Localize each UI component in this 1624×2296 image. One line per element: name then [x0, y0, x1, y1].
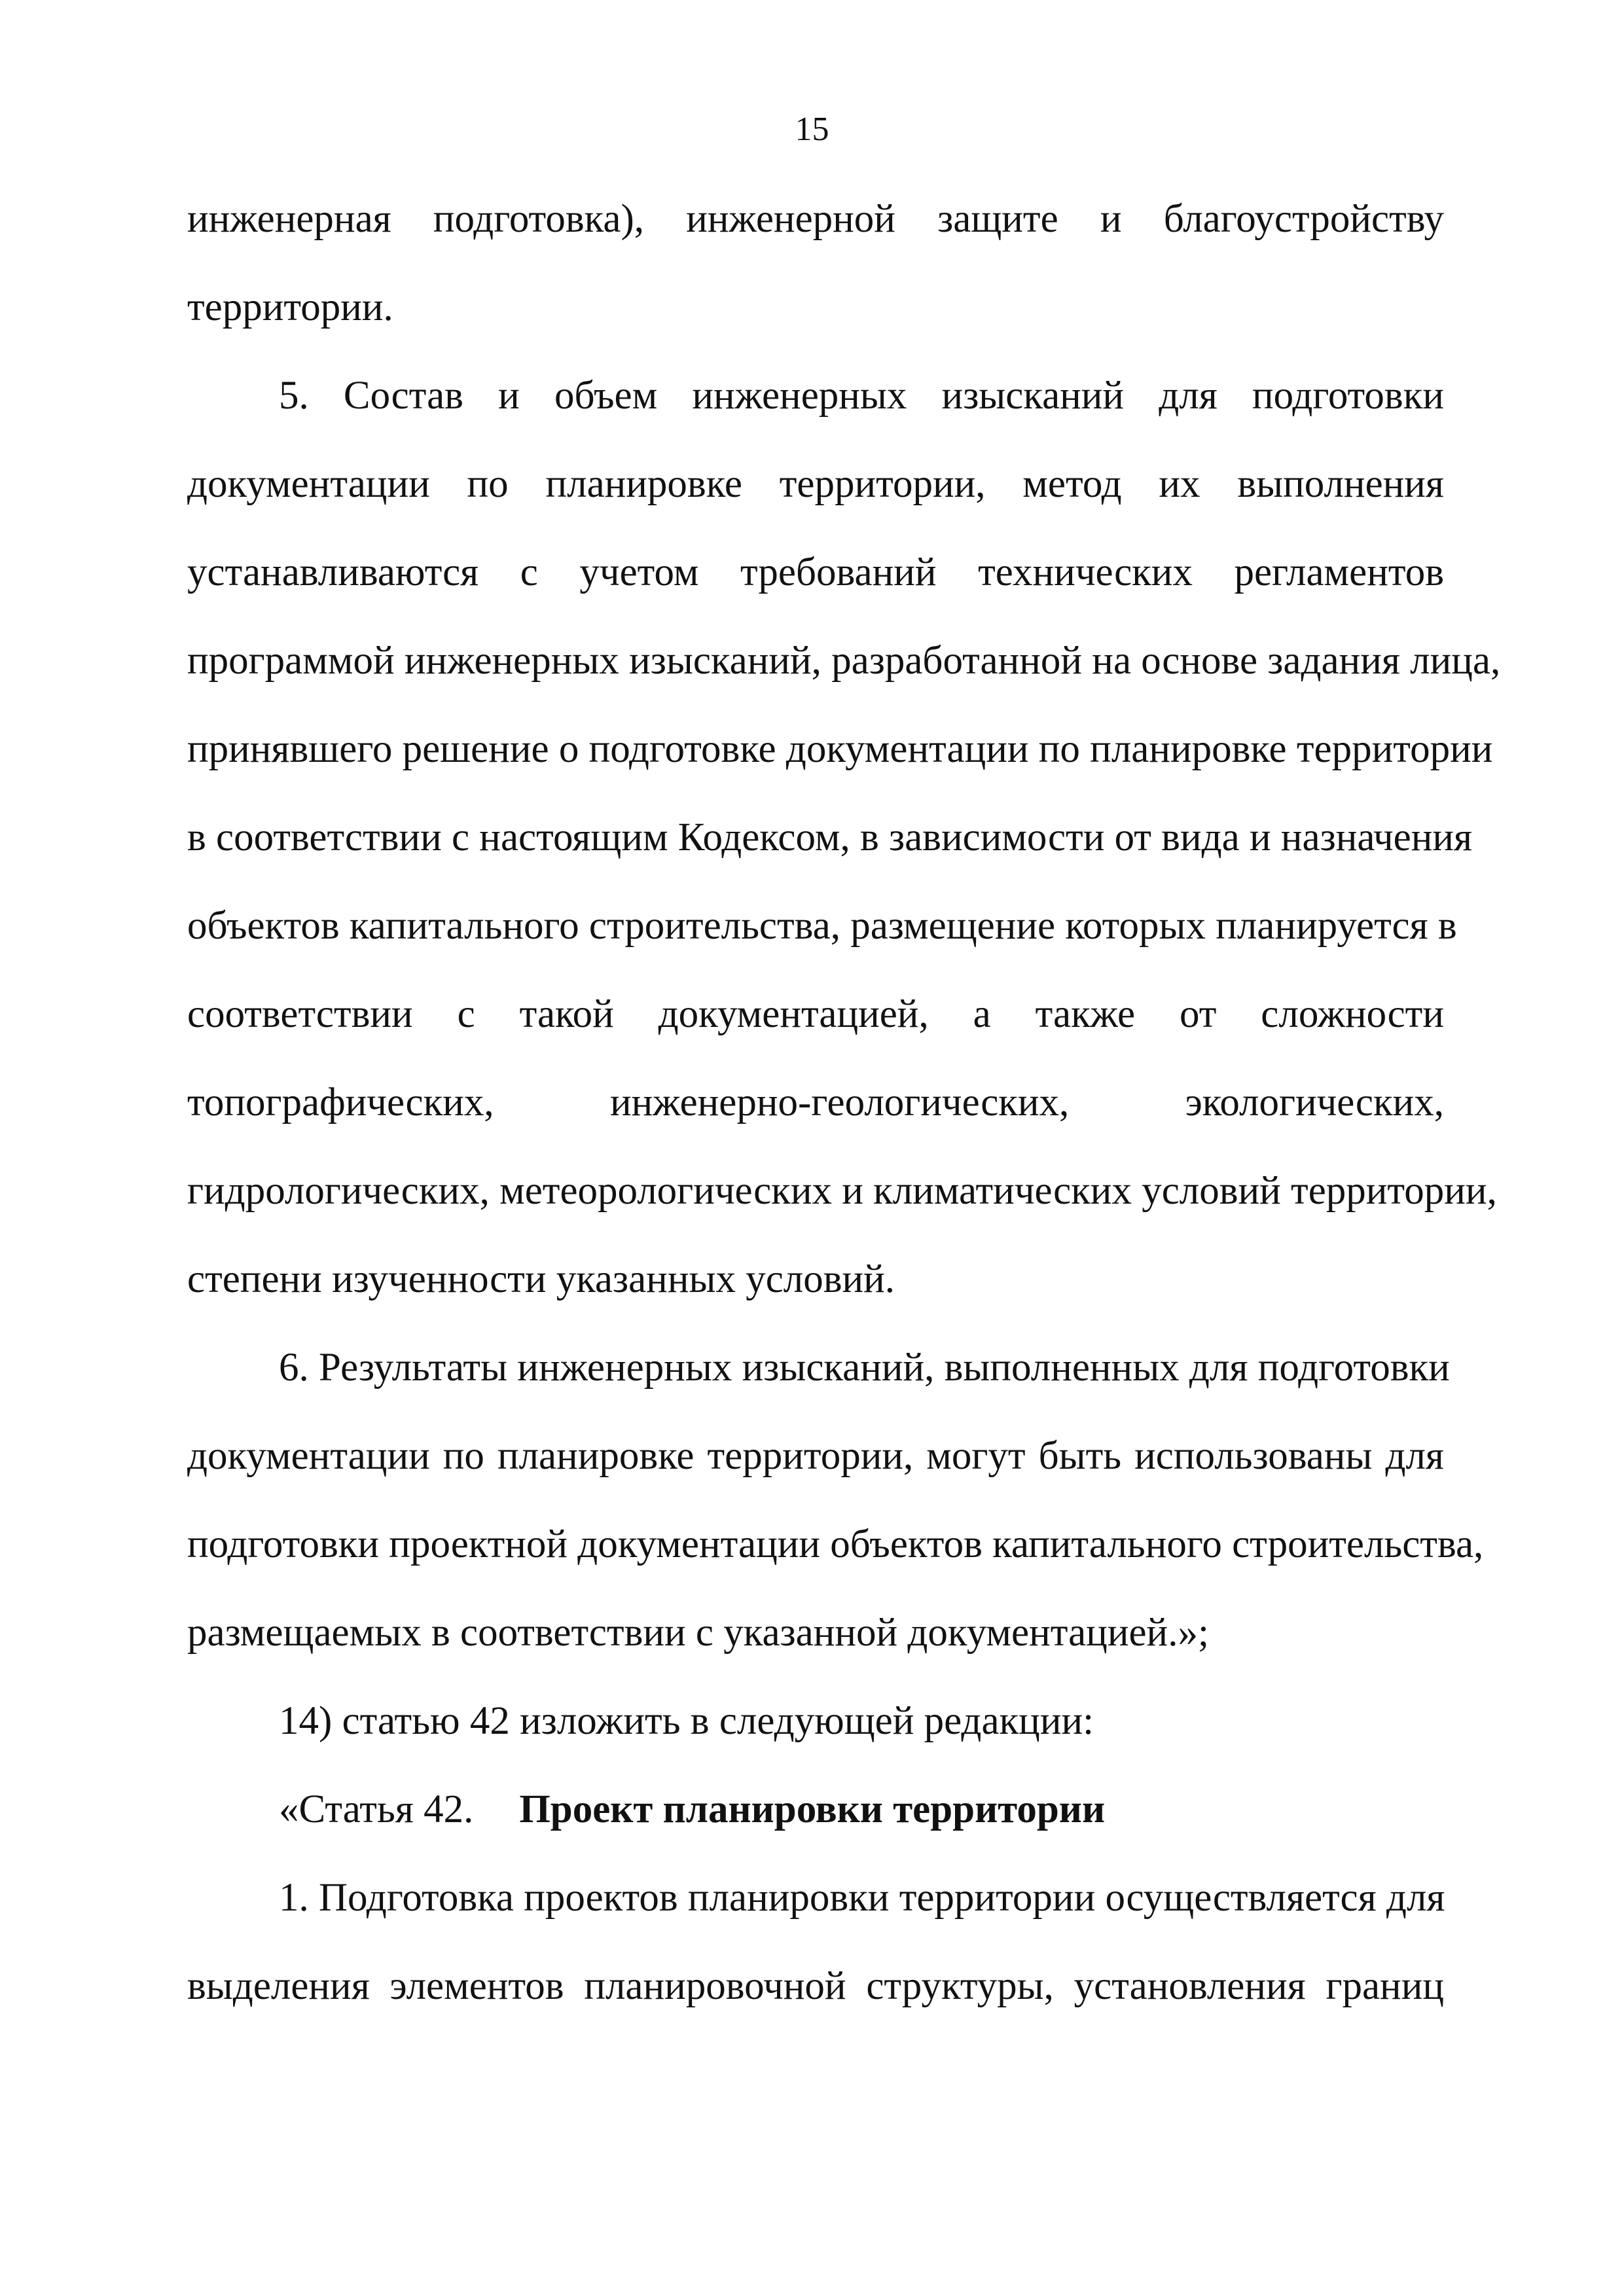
text-line: подготовки проектной документации объектов капитального строительства, [187, 1522, 1484, 1566]
article-title: Проект планировки территории [519, 1787, 1106, 1831]
text-line: инженерная подготовка), инженерной защите и благоустройству [187, 197, 1444, 241]
paragraph-5-first-line: 5. Состав и объем инженерных изысканий для подготовки [279, 374, 1444, 418]
text-line: в соответствии с настоящим Кодексом, в зависимости от вида и назначения [187, 816, 1473, 859]
item-14-line: 14) статью 42 изложить в следующей редакции: [279, 1699, 1094, 1743]
text-line: соответствии с такой документацией, а также от сложности [187, 992, 1444, 1036]
text-line: документации по планировке территории, могут быть использованы для [187, 1434, 1444, 1478]
text-line: объектов капитального строительства, размещение которых планируется в [187, 904, 1457, 948]
text-line: выделения элементов планировочной структуры, установления границ [187, 1964, 1444, 2008]
text-line: территории. [187, 285, 393, 329]
text-line: программой инженерных изысканий, разработанной на основе задания лица, [187, 639, 1501, 683]
text-line: устанавливаются с учетом требований технических регламентов [187, 550, 1444, 594]
text-line: степени изученности указанных условий. [187, 1257, 895, 1301]
page-number: 15 [795, 111, 829, 148]
text-line: документации по планировке территории, метод их выполнения [187, 462, 1444, 506]
article-heading [279, 1784, 1444, 1836]
text-line: топографических, инженерно-геологических, экологических, [187, 1081, 1444, 1124]
article-number: «Статья 42. [279, 1787, 474, 1831]
text-line: принявшего решение о подготовке документации по планировке территории [187, 727, 1493, 771]
text-line: размещаемых в соответствии с указанной документацией.»; [187, 1611, 1209, 1655]
text-line: гидрологических, метеорологических и климатических условий территории, [187, 1169, 1497, 1213]
article-paragraph-1-first-line: 1. Подготовка проектов планировки территории осуществляется для [279, 1876, 1445, 1920]
paragraph-6-first-line: 6. Результаты инженерных изысканий, выполненных для подготовки [279, 1346, 1450, 1390]
